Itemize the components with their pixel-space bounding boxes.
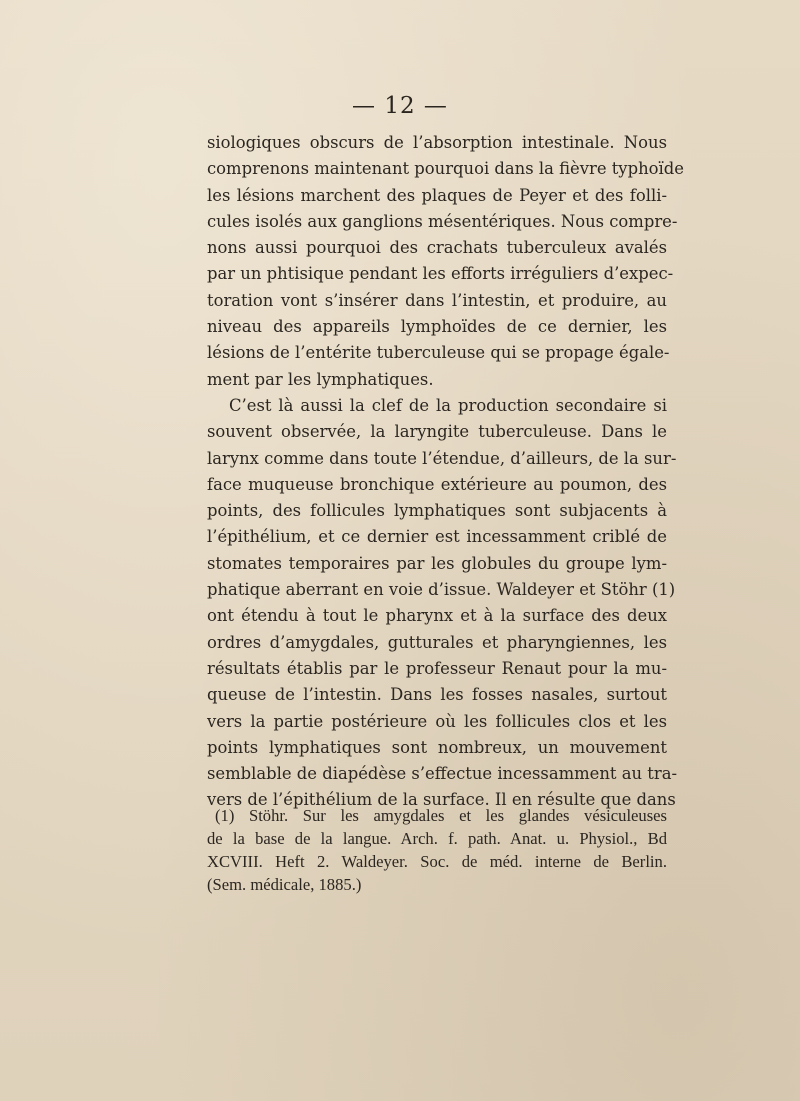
text-line: les lésions marchent des plaques de Peyer et des folli- [207,185,667,205]
text-line: queuse de l’intestin. Dans les fosses nasales, surtout [207,685,667,705]
text-line: l’épithélium, et ce dernier est incessamment criblé de [207,527,667,547]
text-line: vers la partie postérieure où les follicules clos et les [207,711,667,731]
text-line: ont étendu à tout le pharynx et à la surface des deux [207,606,667,626]
text-line: comprenons maintenant pourquoi dans la fièvre typhoïde [207,159,684,179]
text-line: niveau des appareils lymphoïdes de ce dernier, les [207,317,667,337]
text-line: vers de l’épithélium de la surface. Il en résulte que dans [207,790,676,810]
footnote-line: (Sem. médicale, 1885.) [207,875,362,894]
text-line: nons aussi pourquoi des crachats tuberculeux avalés [207,238,667,258]
text-line: semblable de diapédèse s’effectue incessamment au tra- [207,764,677,784]
text-line: cules isolés aux ganglions mésentériques. Nous compre- [207,211,678,231]
text-line: stomates temporaires par les globules du groupe lym- [207,553,667,573]
text-line: siologiques obscurs de l’absorption intestinale. Nous [207,133,667,152]
text-line: points lymphatiques sont nombreux, un mouvement [207,737,667,757]
text-line: lésions de l’entérite tuberculeuse qui se propage égale- [207,343,670,363]
text-line: par un phtisique pendant les efforts irréguliers d’expec- [207,264,674,284]
text-line: phatique aberrant en voie d’issue. Waldeyer et Stöhr (1) [207,580,676,600]
text-line: ment par les lymphatiques. [207,369,434,389]
body-text [207,130,684,814]
footnote-line: XCVIII. Heft 2. Waldeyer. Soc. de méd. interne de Berlin. [207,852,667,871]
paragraph-start-line: C’est là aussi la clef de la production secondaire si [229,395,667,415]
text-line: face muqueuse bronchique extérieure au poumon, des [207,474,667,494]
text-line: souvent observée, la laryngite tuberculeuse. Dans le [207,422,667,442]
text-line: points, des follicules lymphatiques sont subjacents à [207,501,667,521]
text-line: toration vont s’insérer dans l’intestin, et produire, au [207,290,667,310]
footnote-line: (1) Stöhr. Sur les amygdales et les glandes vésiculeuses [215,806,667,825]
text-line: ordres d’amygdales, gutturales et pharyngiennes, les [207,632,667,652]
footnote-line: de la base de la langue. Arch. f. path. Anat. u. Physiol., Bd [207,829,667,848]
text-line: larynx comme dans toute l’étendue, d’ailleurs, de la sur- [207,448,677,468]
footnote [207,804,667,896]
page-number: — 12 — [352,93,448,119]
text-line: résultats établis par le professeur Renaut pour la mu- [207,658,667,678]
